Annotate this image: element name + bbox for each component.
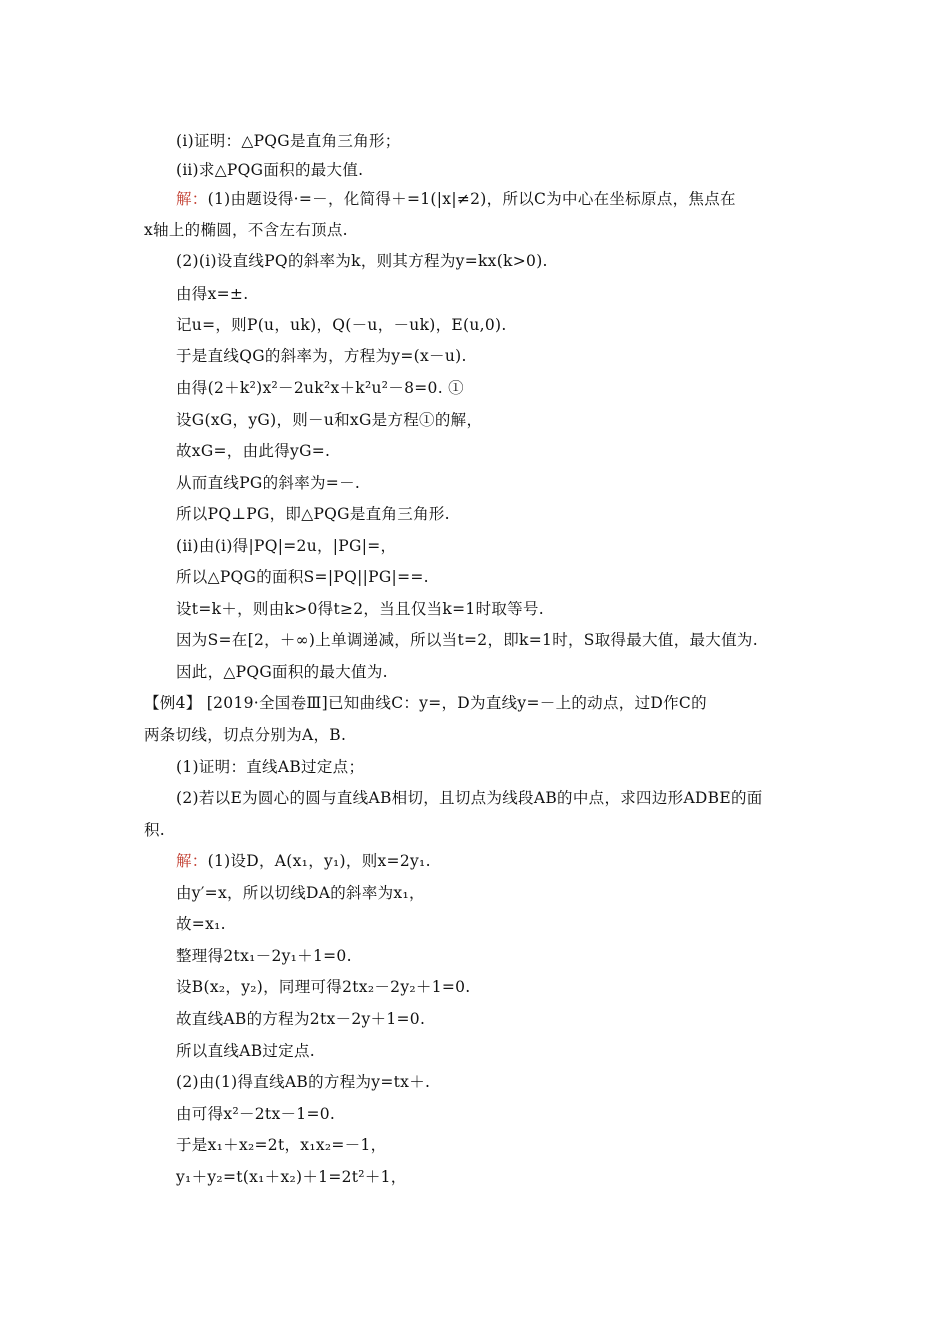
line-text: 从而直线PG的斜率为=－. — [176, 474, 361, 492]
text-line — [176, 535, 396, 557]
text-line — [176, 1134, 386, 1156]
text-line — [176, 1040, 315, 1062]
line-text: 于是直线QG的斜率为，方程为y=(x－u). — [176, 347, 467, 365]
line-text: 两条切线，切点分别为A，B. — [144, 726, 347, 744]
line-text: 设G(xG，yG)，则－u和xG是方程①的解， — [176, 411, 483, 429]
line-text: 故直线AB的方程为2tx－2y＋1=0. — [176, 1010, 426, 1028]
line-text: 所以直线AB过定点. — [176, 1042, 316, 1060]
text-line — [176, 188, 736, 210]
text-line — [176, 1008, 425, 1030]
text-line — [176, 756, 364, 778]
solution-label: 解： — [176, 852, 208, 870]
line-text: y₁＋y₂=t(x₁＋x₂)＋1=2t²＋1， — [176, 1168, 407, 1186]
line-text: 【例4】 [2019·全国卷Ⅲ]已知曲线C：y=，D为直线y=－上的动点，过D作C的 — [144, 694, 707, 712]
text-line — [176, 787, 763, 809]
line-text: (ⅱ)由(ⅰ)得|PQ|=2u，|PG|=， — [176, 537, 397, 555]
line-text: 积. — [144, 821, 166, 839]
line-text: 于是x₁＋x₂=2t，x₁x₂=－1， — [176, 1136, 387, 1154]
text-line — [144, 724, 346, 746]
line-text: (ⅱ)求△PQG面积的最大值. — [176, 161, 364, 179]
line-text: 由得(2＋k²)x²－2uk²x＋k²u²－8=0. ① — [176, 379, 464, 397]
text-line — [144, 819, 165, 841]
text-line — [176, 661, 388, 683]
line-text: 因此，△PQG面积的最大值为. — [176, 663, 388, 681]
text-line — [144, 219, 348, 241]
line-text: (1)由题设得·=－，化简得＋=1(|x|≠2)，所以C为中心在坐标原点，焦点在 — [207, 190, 736, 208]
text-line — [176, 882, 425, 904]
text-line — [176, 850, 431, 872]
line-text: 设B(x₂，y₂)，同理可得2tx₂－2y₂＋1=0. — [176, 978, 471, 996]
text-line — [144, 692, 707, 714]
text-line — [176, 283, 248, 305]
text-line — [176, 1166, 407, 1188]
text-line — [176, 976, 471, 998]
text-line — [176, 503, 450, 525]
line-text: x轴上的椭圆，不含左右顶点. — [144, 221, 348, 239]
line-text: 故=x₁. — [176, 915, 226, 933]
line-text: 记u=，则P(u，uk)，Q(－u，－uk)，E(u,0). — [176, 316, 507, 334]
line-text: 整理得2tx₁－2y₁＋1=0. — [176, 947, 352, 965]
line-text: (ⅰ)证明：△PQG是直角三角形； — [176, 132, 401, 150]
text-line — [176, 1103, 335, 1125]
text-line — [176, 130, 401, 152]
line-text: 由得x=±. — [176, 285, 249, 303]
line-text: (1)设D，A(x₁，y₁)，则x=2y₁. — [207, 852, 431, 870]
line-text: (2)若以E为圆心的圆与直线AB相切，且切点为线段AB的中点，求四边形ADBE的面 — [176, 789, 763, 807]
text-line — [176, 472, 360, 494]
text-line — [176, 159, 363, 181]
solution-label: 解： — [176, 190, 208, 208]
line-text: (2)(ⅰ)设直线PQ的斜率为k，则其方程为y=kx(k>0). — [176, 252, 548, 270]
text-line — [176, 913, 226, 935]
line-text: 由y′=x，所以切线DA的斜率为x₁， — [176, 884, 425, 902]
text-line — [176, 440, 330, 462]
line-text: 因为S=在[2，＋∞)上单调递减，所以当t=2，即k=1时，S取得最大值，最大值为. — [176, 631, 758, 649]
text-line — [176, 250, 548, 272]
text-line — [176, 377, 464, 399]
line-text: 由可得x²－2tx－1=0. — [176, 1105, 336, 1123]
line-text: (1)证明：直线AB过定点； — [176, 758, 365, 776]
text-line — [176, 409, 482, 431]
line-text: 所以PQ⊥PG，即△PQG是直角三角形. — [176, 505, 450, 523]
text-line — [176, 598, 544, 620]
line-text: 故xG=，由此得yG=. — [176, 442, 331, 460]
line-text: 设t=k＋，则由k>0得t≥2，当且仅当k=1时取等号. — [176, 600, 544, 618]
text-line — [176, 945, 352, 967]
line-text: (2)由(1)得直线AB的方程为y=tx＋. — [176, 1073, 431, 1091]
line-text: 所以△PQG的面积S=|PQ||PG|==. — [176, 568, 429, 586]
text-line — [176, 629, 758, 651]
text-line — [176, 566, 429, 588]
text-line — [176, 345, 467, 367]
text-line — [176, 1071, 430, 1093]
text-line — [176, 314, 507, 336]
